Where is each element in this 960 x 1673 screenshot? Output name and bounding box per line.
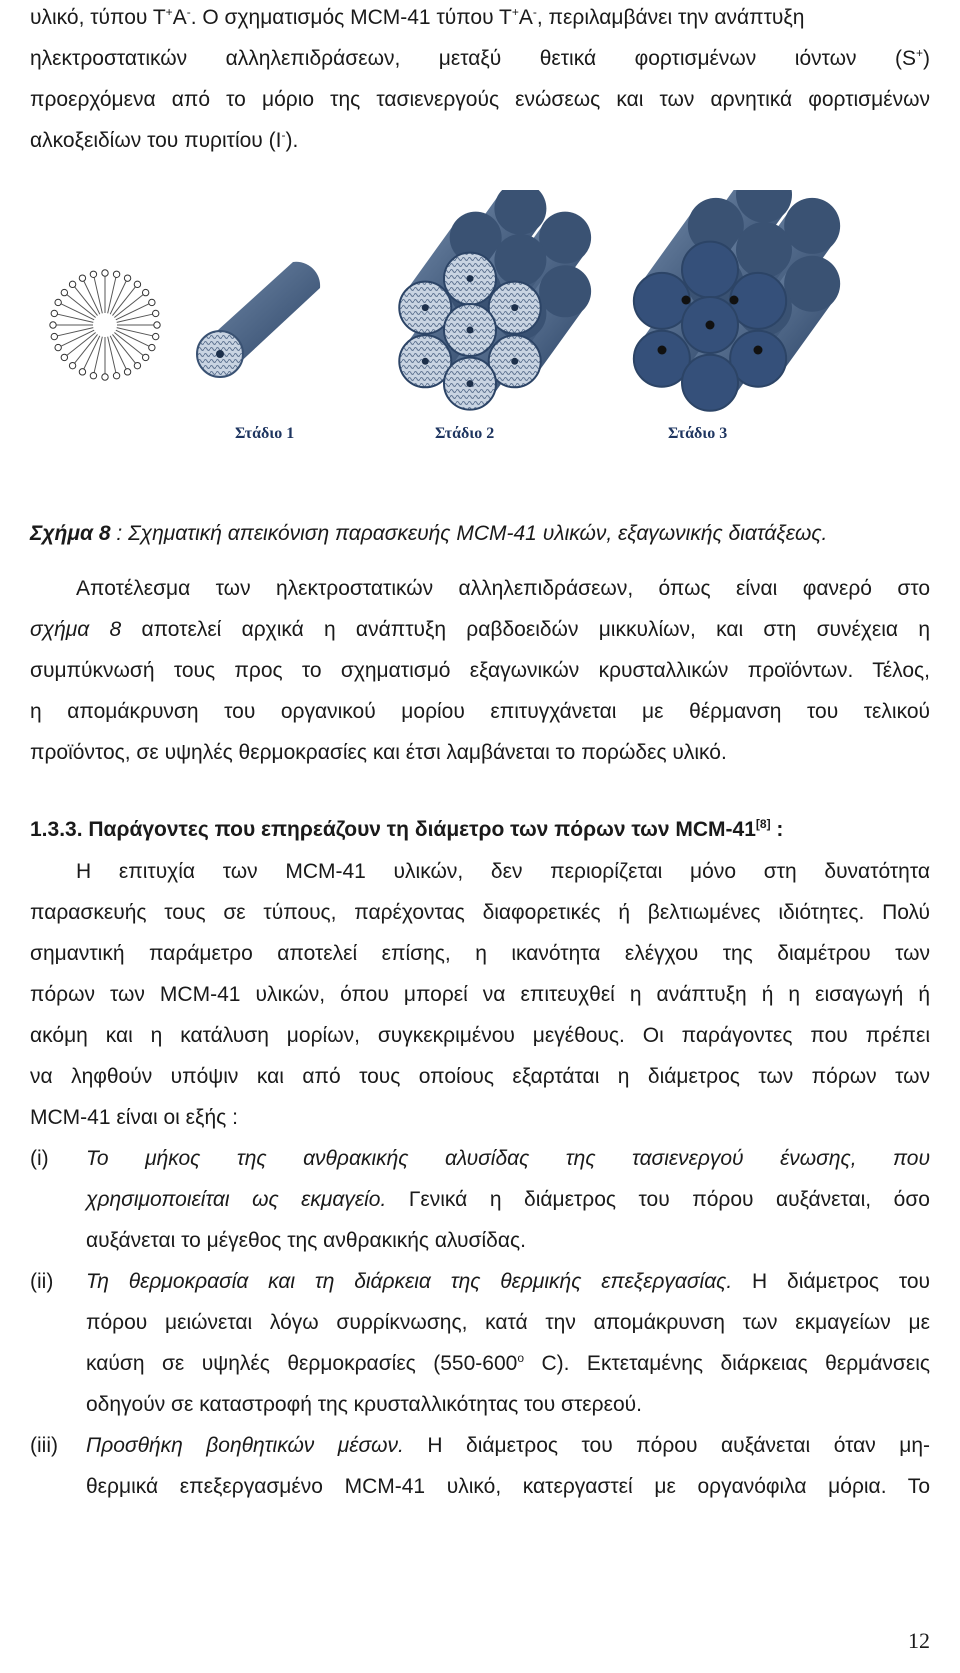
text-line: σχήμα 8 αποτελεί αρχικά η ανάπτυξη ραβδοειδών μικκυλίων, και στη συνέχεια η [30,618,931,641]
spherical-micelle-icon [50,270,160,380]
mcm41-hexagonal-array-icon [634,190,840,411]
hexagonal-rod-bundle-icon [399,190,591,410]
text-line: MCM-41 είναι οι εξής : [30,1106,238,1129]
text-line: προερχόμενα από το μόριο της τασιενεργούς ενώσεως και των αρνητικά φορτισμένων [30,88,930,111]
stage-1-label: Στάδιο 1 [235,425,295,442]
section-heading: 1.3.3. Παράγοντες που επηρεάζουν τη διάμετρο των πόρων των MCM-41[8] : [30,817,784,841]
text-line: Η επιτυχία των MCM-41 υλικών, δεν περιορίζεται μόνο στη δυνατότητα [76,860,930,883]
text-line: η απομάκρυνση του οργανικού μορίου επιτυγχάνεται με θέρμανση του τελικού [30,700,930,723]
text-line: ακόμη και η κατάλυση μορίων, συγκεκριμένου μεγέθους. Οι παράγοντες που πρέπει [30,1024,930,1047]
text-line: παρασκευής τους σε τύπους, παρέχοντας διαφορετικές ή βελτιωμένες ιδιότητες. Πολύ [30,901,930,924]
figure-caption: Σχήμα 8 : Σχηματική απεικόνιση παρασκευής MCM-41 υλικών, εξαγωνικής διατάξεως. [30,522,828,545]
text-line: υλικό, τύπου Τ+Α-. Ο σχηματισμός MCM-41 τύπου Τ+Α-, περιλαμβάνει την ανάπτυξη [30,5,805,29]
text-line: προϊόντος, σε υψηλές θερμοκρασίες και έτσι λαμβάνεται το πορώδες υλικό. [30,741,727,764]
text-line: Αποτέλεσμα των ηλεκτροστατικών αλληλεπιδράσεων, όπως είναι φανερό στο [76,577,930,600]
text-line: ηλεκτροστατικών αλληλεπιδράσεων, μεταξύ θετικά φορτισμένων ιόντων (S+) [30,46,930,70]
mcm41-schematic-figure [0,190,960,460]
text-line: σημαντική παράμετρο αποτελεί επίσης, η ικανότητα ελέγχου της διαμέτρου των [30,942,930,965]
page-number: 12 [908,1628,930,1653]
text-line: να ληφθούν υπόψιν και από τους οποίους εξαρτάται η διάμετρος των πόρων των [30,1065,930,1088]
single-rod-micelle-icon [197,262,320,377]
text-line: συμπύκνωσή τους προς το σχηματισμό εξαγωνικών κρυσταλλικών προϊόντων. Τέλος, [30,659,930,682]
stage-2-label: Στάδιο 2 [435,425,495,442]
stage-3-label: Στάδιο 3 [668,425,728,442]
text-line: αλκοξειδίων του πυριτίου (I-). [30,128,299,152]
text-line: πόρων των MCM-41 υλικών, όπου μπορεί να επιτευχθεί η ανάπτυξη ή η εισαγωγή ή [30,983,930,1006]
